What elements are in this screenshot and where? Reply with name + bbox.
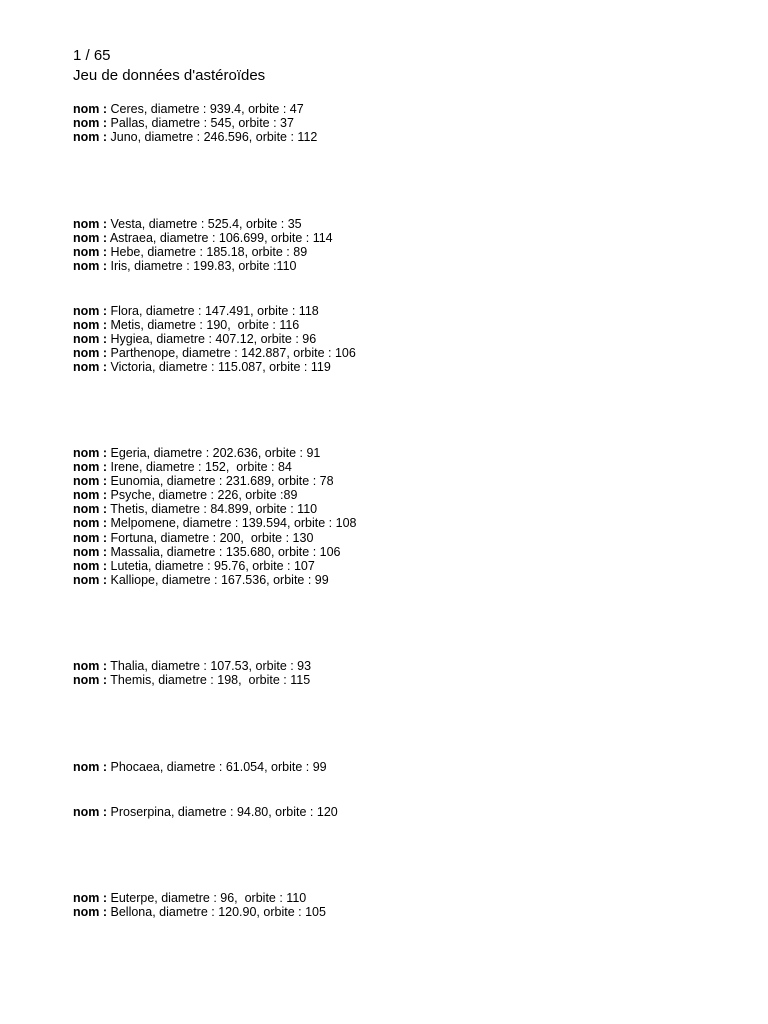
entry-group-2 <box>73 217 333 273</box>
entry-value: Euterpe, diametre : 96, orbite : 110 <box>107 891 307 905</box>
asteroid-entry <box>73 460 357 474</box>
entry-key: nom : <box>73 259 108 274</box>
asteroid-entry <box>73 102 317 116</box>
page-counter: 1 / 65 <box>73 47 111 64</box>
asteroid-entry <box>73 805 338 819</box>
entry-key: nom : <box>73 673 108 688</box>
asteroid-entry <box>73 673 311 687</box>
entry-value: Psyche, diametre : 226, orbite :89 <box>107 488 298 503</box>
asteroid-entry <box>73 332 356 346</box>
asteroid-entry <box>73 760 327 774</box>
asteroid-entry <box>73 531 357 545</box>
asteroid-entry <box>73 304 356 318</box>
asteroid-entry <box>73 516 357 530</box>
entry-key: nom : <box>73 446 108 460</box>
entry-value: Pallas, diametre : 545, orbite : 37 <box>107 116 294 131</box>
entry-key: nom : <box>73 544 108 559</box>
entry-value: Hebe, diametre : 185.18, orbite : 89 <box>107 245 308 260</box>
entry-group-6 <box>73 760 327 774</box>
entry-group-3 <box>73 304 356 374</box>
asteroid-entry <box>73 502 357 516</box>
entry-key: nom : <box>73 116 108 131</box>
entry-key: nom : <box>73 572 108 587</box>
entry-key: nom : <box>73 488 108 503</box>
asteroid-entry <box>73 573 357 587</box>
entry-key: nom : <box>73 318 108 333</box>
entry-key: nom : <box>73 360 108 375</box>
asteroid-entry <box>73 130 317 144</box>
entry-key: nom : <box>73 231 108 246</box>
asteroid-entry <box>73 245 333 259</box>
asteroid-entry <box>73 346 356 360</box>
entry-value: Flora, diametre : 147.491, orbite : 118 <box>107 304 319 318</box>
entry-key: nom : <box>73 516 108 531</box>
entry-key: nom : <box>73 905 108 920</box>
entry-value: Thalia, diametre : 107.53, orbite : 93 <box>107 659 312 673</box>
entry-group-4 <box>73 446 357 587</box>
entry-group-1 <box>73 102 317 144</box>
asteroid-entry <box>73 259 333 273</box>
asteroid-entry <box>73 446 357 460</box>
entry-value: Bellona, diametre : 120.90, orbite : 105 <box>107 905 326 920</box>
entry-value: Egeria, diametre : 202.636, orbite : 91 <box>107 446 321 460</box>
entry-key: nom : <box>73 558 108 573</box>
entry-value: Victoria, diametre : 115.087, orbite : 119 <box>107 360 331 375</box>
document-title: Jeu de données d'astéroïdes <box>73 67 266 84</box>
entry-group-7 <box>73 805 338 819</box>
entry-value: Ceres, diametre : 939.4, orbite : 47 <box>107 102 304 116</box>
asteroid-entry <box>73 360 356 374</box>
asteroid-entry <box>73 905 326 919</box>
entry-key: nom : <box>73 102 108 116</box>
entry-group-8 <box>73 891 326 919</box>
entry-value: Kalliope, diametre : 167.536, orbite : 99 <box>107 572 329 587</box>
asteroid-entry <box>73 231 333 245</box>
entry-key: nom : <box>73 530 108 545</box>
entry-value: Fortuna, diametre : 200, orbite : 130 <box>107 530 314 545</box>
asteroid-entry <box>73 318 356 332</box>
entry-key: nom : <box>73 659 108 673</box>
asteroid-entry <box>73 217 333 231</box>
entry-key: nom : <box>73 130 108 145</box>
entry-key: nom : <box>73 332 108 347</box>
asteroid-entry <box>73 559 357 573</box>
entry-value: Irene, diametre : 152, orbite : 84 <box>107 460 292 475</box>
entry-value: Hygiea, diametre : 407.12, orbite : 96 <box>107 332 317 347</box>
entry-key: nom : <box>73 805 108 819</box>
asteroid-entry <box>73 891 326 905</box>
entry-key: nom : <box>73 217 108 231</box>
entry-value: Vesta, diametre : 525.4, orbite : 35 <box>107 217 302 231</box>
entry-value: Proserpina, diametre : 94.80, orbite : 120 <box>107 805 338 819</box>
entry-key: nom : <box>73 502 108 517</box>
entry-value: Massalia, diametre : 135.680, orbite : 106 <box>107 544 341 559</box>
entry-value: Thetis, diametre : 84.899, orbite : 110 <box>107 502 318 517</box>
entry-key: nom : <box>73 474 108 489</box>
asteroid-entry <box>73 545 357 559</box>
entry-key: nom : <box>73 245 108 260</box>
entry-value: Juno, diametre : 246.596, orbite : 112 <box>107 130 318 145</box>
entry-value: Astraea, diametre : 106.699, orbite : 114 <box>107 231 333 246</box>
entry-key: nom : <box>73 304 108 318</box>
entry-value: Melpomene, diametre : 139.594, orbite : 108 <box>107 516 357 531</box>
entry-key: nom : <box>73 760 108 774</box>
asteroid-entry <box>73 474 357 488</box>
entry-value: Metis, diametre : 190, orbite : 116 <box>107 318 300 333</box>
entry-value: Phocaea, diametre : 61.054, orbite : 99 <box>107 760 327 774</box>
asteroid-entry <box>73 116 317 130</box>
entry-key: nom : <box>73 346 108 361</box>
entry-value: Lutetia, diametre : 95.76, orbite : 107 <box>107 558 315 573</box>
entry-value: Parthenope, diametre : 142.887, orbite : 106 <box>107 346 356 361</box>
entry-value: Iris, diametre : 199.83, orbite :110 <box>107 259 297 274</box>
asteroid-entry <box>73 659 311 673</box>
entry-group-5 <box>73 659 311 687</box>
entry-value: Themis, diametre : 198, orbite : 115 <box>107 673 311 688</box>
entry-key: nom : <box>73 891 108 905</box>
entry-value: Eunomia, diametre : 231.689, orbite : 78 <box>107 474 334 489</box>
asteroid-entry <box>73 488 357 502</box>
entry-key: nom : <box>73 460 108 475</box>
